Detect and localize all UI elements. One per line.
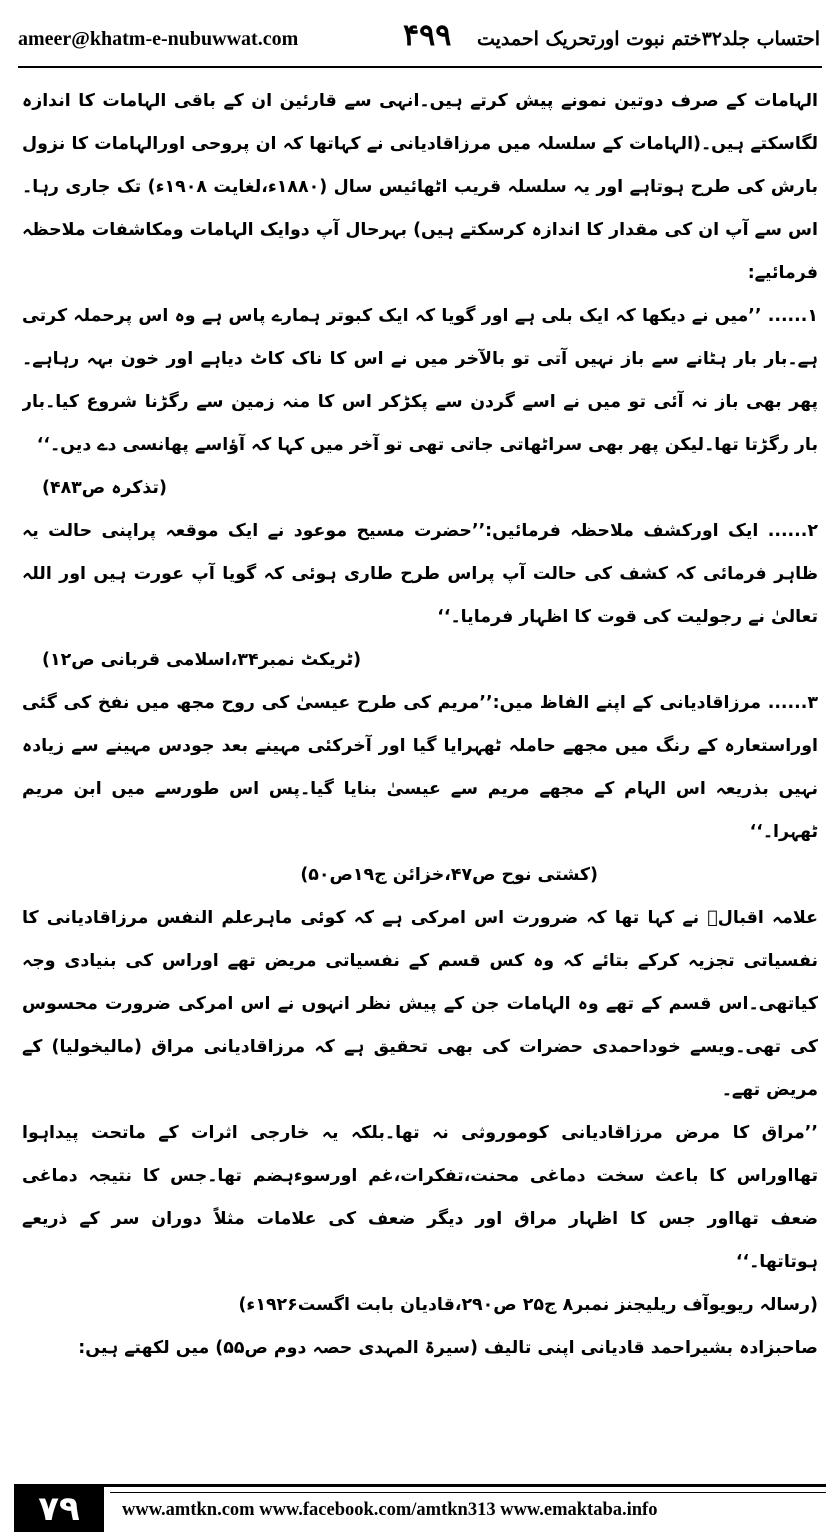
- quote-4: ’’مراق کا مرض مرزاقادیانی کوموروثی نہ تھا۔بلکہ یہ خارجی اثرات کے ماتحت پیداہوا تھااوراس کا باعث سخت دماغی محنت،تفکرات،غم اورسوءہضم تھا۔جس کا نتیجہ دماغی ضعف تھااور جس کا اظہار مراق اور دیگر ضعف کی علامات مثلاً دوران سر کے ذریعے ہوتاتھا۔‘‘: [22, 1123, 818, 1272]
- page-body: [22, 80, 818, 1472]
- header-email[interactable]: ameer@khatm-e-nubuwwat.com: [18, 28, 299, 50]
- header-book-title: احتساب جلد۳۲ختم نبوت اورتحریک احمدیت: [476, 28, 820, 50]
- header-divider: [18, 66, 822, 68]
- quote-3: ۳...... مرزاقادیانی کے اپنے الفاظ میں:’’مریم کی طرح عیسیٰ کی روح مجھ میں نفخ کی گئی اوراستعارہ کے رنگ میں مجھے حاملہ ٹھہرایا گیا اور آخرکئی مہینے بعد جودس مہینے سے زیادہ نہیں بذریعہ اس الہام کے مجھے مریم سے عیسیٰ بنایا گیا۔پس اس طورسے میں ابن مریم ٹھہرا۔‘‘: [22, 693, 818, 842]
- quote-2-reference: (ٹریکٹ نمبر۳۴،اسلامی قربانی ص۱۲): [42, 650, 362, 670]
- footer-page-number: ۷۹: [14, 1486, 104, 1532]
- footer-divider: [14, 1484, 826, 1487]
- quote-4-reference: (رسالہ ریویوآف ریلیجنز نمبر۸ ج۲۵ ص۲۹۰،قادیان بابت اگست۱۹۲۶ء): [238, 1295, 818, 1315]
- footer-divider-thin: [110, 1492, 826, 1493]
- footer-links[interactable]: www.amtkn.com www.facebook.com/amtkn313 www.emaktaba.info: [122, 1500, 658, 1520]
- quote-1-reference: (تذکرہ ص۴۸۳): [42, 478, 167, 498]
- page-header: [18, 14, 820, 54]
- header-page-number: ۴۹۹: [403, 18, 452, 53]
- page-footer: [0, 1478, 840, 1540]
- quote-3-reference: (کشتی نوح ص۴۷،خزائن ج۱۹ص۵۰): [300, 865, 598, 885]
- quote-2: ۲...... ایک اورکشف ملاحظہ فرمائیں:’’حضرت مسیح موعود نے ایک موقعہ پراپنی حالت یہ ظاہر فرمائی کہ کشف کی حالت آپ پراس طرح طاری ہوئی کہ گویا آپ عورت ہیں اور اللہ تعالیٰ نے رجولیت کی قوت کا اظہار فرمایا۔‘‘: [22, 521, 818, 627]
- paragraph-iqbal: علامہ اقبالؒ نے کہا تھا کہ ضرورت اس امرکی ہے کہ کوئی ماہرعلم النفس مرزاقادیانی کا نفسیاتی تجزیہ کرکے بتائے کہ وہ کس قسم کے نفسیاتی مریض تھے اوراس کی بنیادی وجہ کیاتھی۔اس قسم کے تھے وہ الہامات جن کے پیش نظر انہوں نے اس امرکی ضرورت محسوس کی تھی۔ویسے خوداحمدی حضرات کی بھی تحقیق ہے کہ مرزاقادیانی مراق (مالیخولیا) کے مریض تھے۔: [22, 908, 818, 1100]
- paragraph-intro: الہامات کے صرف دوتین نمونے پیش کرتے ہیں۔انہی سے قارئین ان کے باقی الہامات کا اندازہ لگاسکتے ہیں۔(الہامات کے سلسلہ میں مرزاقادیانی نے کہاتھا کہ ان پروحی اورالہامات کا نزول بارش کی طرح ہوتاہے اور یہ سلسلہ قریب اٹھائیس سال (۱۸۸۰ء،لغایت ۱۹۰۸ء) تک جاری رہا۔اس سے آپ ان کی مقدار کا اندازہ کرسکتے ہیں) بہرحال آپ دوایک الہامات ومکاشفات ملاحظہ فرمائیے:: [22, 91, 818, 283]
- quote-1: ۱...... ’’میں نے دیکھا کہ ایک بلی ہے اور گویا کہ ایک کبوتر ہمارے پاس ہے وہ اس پرحملہ کرتی ہے۔بار بار ہٹانے سے باز نہیں آتی تو بالآخر میں نے اس کا ناک کاٹ دیاہے اور خون بہہ رہاہے۔پھر بھی باز نہ آئی تو میں نے اسے گردن سے پکڑکر اس کا منہ زمین سے رگڑنا شروع کیا۔بار بار رگڑتا تھا۔لیکن پھر بھی سراٹھاتی جاتی تھی تو آخر میں کہا کہ آؤاسے پھانسی دے دیں۔‘‘: [22, 306, 818, 455]
- paragraph-bashir: صاحبزادہ بشیراحمد قادیانی اپنی تالیف (سیرۃ المہدی حصہ دوم ص۵۵) میں لکھتے ہیں:: [78, 1338, 818, 1358]
